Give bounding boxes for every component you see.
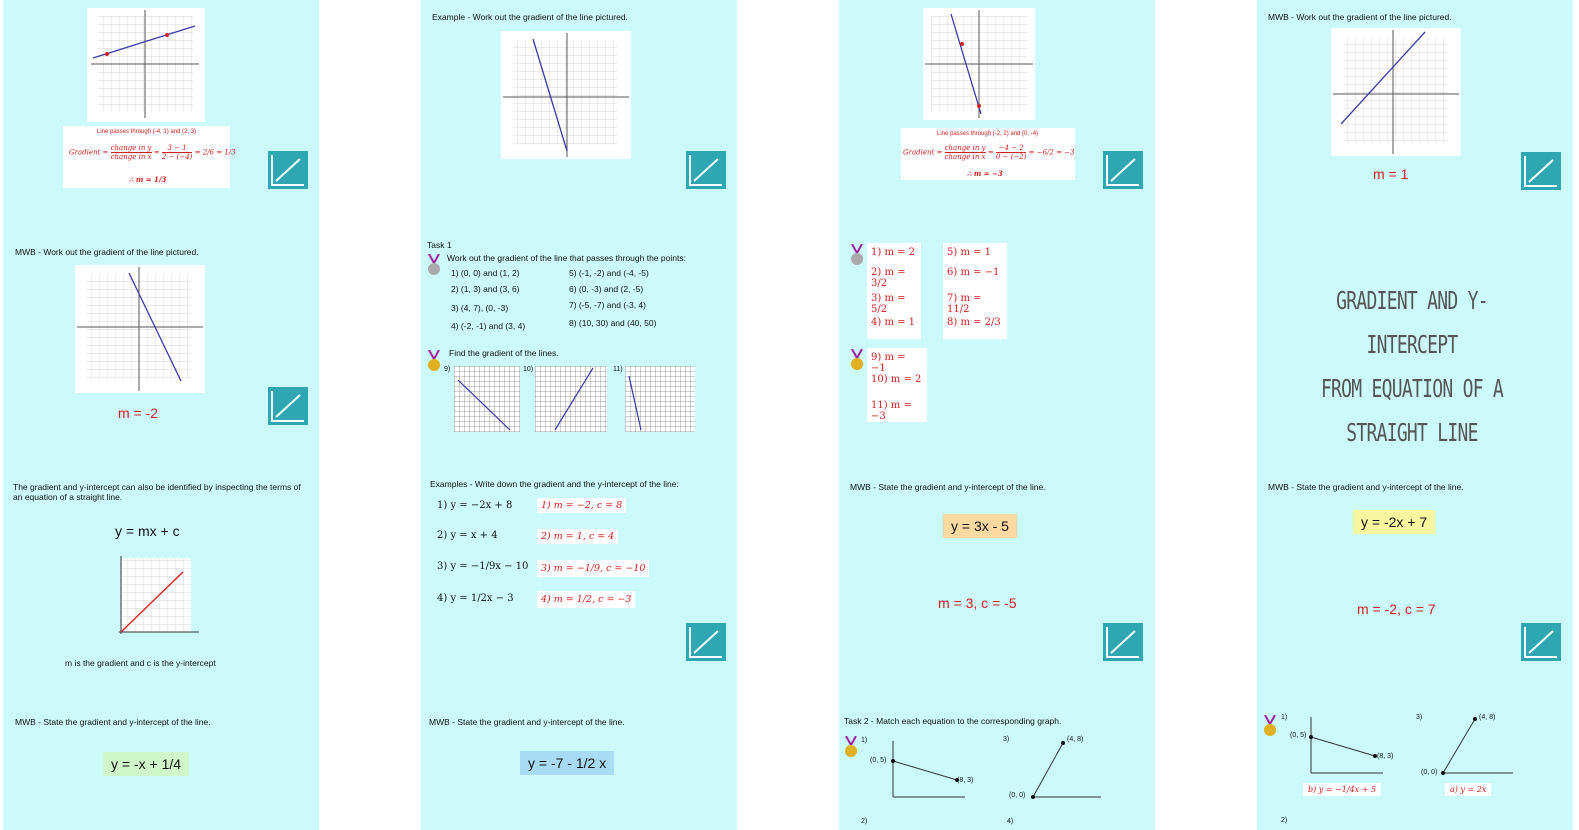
slide-thumbnail[interactable]	[3, 705, 319, 830]
title-line: GRADIENT AND Y-INTERCEPT	[1336, 286, 1488, 359]
answer: 2) m = 3/2	[871, 267, 906, 289]
slide-heading: MWB - State the gradient and y-intercept of the line.	[850, 482, 1046, 492]
coordinate-grid	[501, 31, 631, 159]
graph-icon	[268, 387, 308, 425]
slide-thumbnail[interactable]	[839, 235, 1155, 470]
slide-thumbnail[interactable]	[421, 235, 737, 470]
graph-label: 3)	[1003, 736, 1010, 743]
task-item: 6) (0, -3) and (2, -5)	[569, 284, 644, 294]
find-instruction: Find the gradient of the lines.	[449, 348, 559, 358]
slide-heading: MWB - State the gradient and y-intercept of the line.	[429, 717, 625, 727]
gold-medal-icon	[844, 736, 860, 758]
graph-icon	[1103, 151, 1143, 189]
question: 2) y = x + 4	[437, 530, 498, 541]
slide-thumbnail[interactable]	[1257, 705, 1573, 830]
line-points-info: Line passes through (-2, 2) and (0, -4)	[937, 131, 1039, 137]
graph-link-button[interactable]	[268, 151, 308, 189]
gradient-answer: m = -2	[118, 405, 159, 421]
point-label: (4, 8)	[1067, 736, 1084, 743]
point-label: (0, 0)	[1009, 792, 1026, 799]
answer-box: 2) m = 1, c = 4	[537, 529, 618, 544]
point-label: (4, 8)	[1479, 714, 1496, 721]
answer: 7) m = 11/2	[947, 293, 982, 315]
answer: 3) m = 5/2	[871, 293, 906, 315]
answers-right	[943, 243, 1007, 339]
graph-link-button[interactable]	[686, 151, 726, 189]
match-graph	[1287, 715, 1387, 777]
graph-label: 2)	[1281, 817, 1288, 824]
answer-box: 1) m = −2, c = 8	[537, 498, 626, 513]
gradient-answer: ∴ m = 1/3	[129, 175, 167, 184]
answer: 6) m = −1	[947, 267, 1000, 278]
equation-highlight: y = 3x - 5	[943, 514, 1017, 538]
task-item: 5) (-1, -2) and (-4, -5)	[569, 268, 649, 278]
coordinate-grid	[923, 8, 1035, 120]
title-block	[1257, 279, 1567, 455]
gold-medal-icon	[850, 349, 866, 371]
equation-card: b) y = −1/4x + 5	[1303, 783, 1381, 796]
formula: y = mx + c	[115, 523, 180, 539]
working-box	[63, 126, 236, 188]
graph-link-button[interactable]	[1103, 623, 1143, 661]
slide-thumbnail[interactable]	[421, 0, 737, 235]
answer: 4) m = 1	[871, 317, 916, 328]
equation-highlight: y = -7 - 1/2 x	[520, 751, 614, 775]
gradient-calculation: Gradient = change in y change in x = $\frac{-4 - 2}{0 - (-2)} = -6/2 = -3$	[903, 144, 1075, 161]
slide-thumbnail[interactable]	[839, 705, 1155, 830]
answer-box: 3) m = −1/9, c = −10	[537, 560, 649, 577]
answers-gold	[867, 348, 927, 422]
match-graph	[1025, 739, 1105, 801]
question: 1) y = −2x + 8	[437, 500, 513, 511]
slide-column-3	[839, 0, 1155, 830]
answer: 11) m = −3	[871, 400, 912, 422]
working-box	[901, 128, 1075, 180]
slide-thumbnail[interactable]	[1257, 0, 1573, 235]
point-label: (0, 0)	[1421, 769, 1438, 776]
slide-heading: MWB - Work out the gradient of the line pictured.	[15, 247, 199, 257]
slide-column-4	[1257, 0, 1573, 830]
coordinate-grid	[87, 8, 205, 122]
gradient-answer: ∴ m = −3	[967, 169, 1003, 178]
task-item: 8) (10, 30) and (40, 50)	[569, 318, 657, 328]
equation-card: a) y = 2x	[1445, 783, 1491, 796]
graph-link-button[interactable]	[268, 387, 308, 425]
answer-list	[537, 498, 649, 608]
slide-heading: Examples - Write down the gradient and the y-intercept of the line:	[430, 479, 679, 489]
graph-link-button[interactable]	[686, 623, 726, 661]
question: 4) y = 1/2x − 3	[437, 593, 514, 604]
slide-text: The gradient and y-intercept can also be identified by inspecting the terms of an equation of a straight line.	[13, 482, 301, 502]
point-label: (0, 5)	[870, 757, 887, 764]
slide-thumbnail[interactable]	[839, 0, 1155, 235]
point-label: (8, 3)	[1377, 753, 1394, 760]
graph-link-button[interactable]	[1521, 152, 1561, 190]
graph-link-button[interactable]	[1103, 151, 1143, 189]
silver-medal-icon	[850, 244, 866, 266]
answer: 8) m = 2/3	[947, 317, 1001, 328]
gold-medal-icon	[427, 350, 443, 372]
graph-label: 1)	[861, 737, 868, 744]
graph-icon	[1521, 623, 1561, 661]
slide-heading: MWB - State the gradient and y-intercept of the line.	[15, 717, 211, 727]
slide-heading: MWB - Work out the gradient of the line pictured.	[1268, 12, 1452, 22]
task-item: 7) (-5, -7) and (-3, 4)	[569, 300, 646, 310]
grid-graph	[454, 366, 520, 432]
slide-heading: MWB - State the gradient and y-intercept of the line.	[1268, 482, 1464, 492]
slide-column-1	[3, 0, 319, 830]
slide-heading: Example - Work out the gradient of the line pictured.	[432, 12, 628, 22]
answer: 5) m = 1	[947, 247, 992, 258]
answer: 1) m = 2	[871, 247, 916, 258]
grid-graph	[625, 366, 695, 432]
graph-label: 10)	[523, 366, 534, 373]
slide-thumbnail[interactable]	[1257, 235, 1573, 470]
silver-medal-icon	[427, 254, 443, 276]
gold-medal-icon	[1263, 715, 1279, 737]
graph-link-button[interactable]	[1521, 623, 1561, 661]
answers-left	[867, 243, 921, 339]
task-label: Task 1	[427, 240, 452, 250]
task-instruction: Work out the gradient of the line that passes through the points:	[447, 253, 686, 263]
example-graph	[111, 552, 209, 642]
gradient-calculation: Gradient = change in y change in x = $\frac{3 - 1}{2 - (-4)} = 2/6 = 1/3$	[69, 144, 236, 161]
task-item: 3) (4, 7), (0, -3)	[451, 303, 509, 313]
slide-thumbnail[interactable]	[3, 470, 319, 705]
point-label: (0, 5)	[1290, 732, 1307, 739]
graph-label: 4)	[1007, 818, 1014, 825]
answer-box: 4) m = 1/2, c = −3	[537, 591, 635, 608]
graph-icon	[686, 623, 726, 661]
task-item: 1) (0, 0) and (1, 2)	[451, 268, 520, 278]
graph-icon	[1521, 152, 1561, 190]
graph-icon	[268, 151, 308, 189]
gradient-answer: m = 1	[1373, 166, 1409, 182]
line-points-info: Line passes through (-4, 1) and (2, 3)	[97, 129, 197, 135]
graph-label: 1)	[1281, 714, 1288, 721]
equation-highlight: y = -x + 1/4	[103, 752, 189, 776]
slide-thumbnail[interactable]	[1257, 470, 1573, 705]
equation-highlight: y = -2x + 7	[1353, 510, 1435, 534]
slide-heading: Task 2 - Match each equation to the corresponding graph.	[844, 716, 1062, 726]
graph-label: 2)	[861, 818, 868, 825]
title-line: STRAIGHT LINE	[1346, 418, 1478, 447]
slide-thumbnail[interactable]	[421, 470, 737, 705]
slide-thumbnail[interactable]	[421, 705, 737, 830]
slide-thumbnail[interactable]	[839, 470, 1155, 705]
task-item: 4) (-2, -1) and (3, 4)	[451, 321, 526, 331]
gradient-answer: m = -2, c = 7	[1357, 601, 1436, 617]
graph-label: 9)	[444, 366, 451, 373]
task-list-right	[569, 268, 656, 328]
slide-thumbnail[interactable]	[3, 0, 319, 235]
question: 3) y = −1/9x − 10	[437, 561, 529, 572]
title-line: FROM EQUATION OF A	[1320, 374, 1504, 403]
caption: m is the gradient and c is the y-intercept	[65, 658, 216, 668]
point-label: (8, 3)	[957, 777, 974, 784]
match-graph	[1437, 715, 1517, 777]
coordinate-grid	[75, 265, 205, 393]
slide-column-2	[421, 0, 737, 830]
question-list	[437, 500, 528, 604]
task-list-left	[451, 268, 525, 331]
gradient-answer: m = 3, c = -5	[938, 595, 1017, 611]
answer: 9) m = −1	[871, 352, 906, 374]
task-item: 2) (1, 3) and (3, 6)	[451, 284, 520, 294]
graph-icon	[686, 151, 726, 189]
graph-icon	[1103, 623, 1143, 661]
grid-graph	[535, 366, 607, 432]
match-graph	[869, 739, 969, 801]
answer: 10) m = 2	[871, 374, 922, 385]
graph-label: 3)	[1416, 714, 1423, 721]
graph-label: 11)	[613, 366, 623, 373]
slide-thumbnail[interactable]	[3, 235, 319, 470]
coordinate-grid	[1331, 28, 1461, 156]
